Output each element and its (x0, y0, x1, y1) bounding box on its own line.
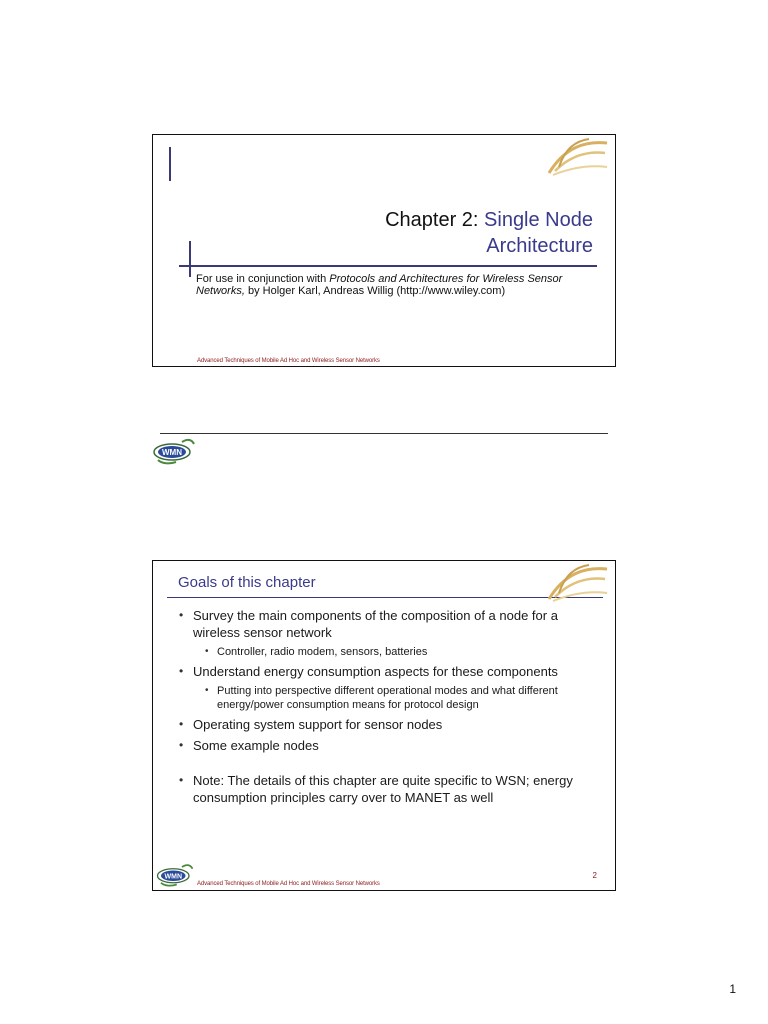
slide-title: Goals of this chapter (178, 574, 316, 591)
corner-vertical-line (169, 147, 171, 181)
slide-2 (152, 560, 616, 891)
divider-line (160, 433, 608, 434)
logo-text: WMN (164, 873, 182, 881)
title-underline (167, 597, 603, 598)
slide-number: 2 (592, 871, 597, 880)
bullet-item: • Understand energy consumption aspects for these components (171, 663, 601, 680)
title-prefix: Chapter 2: (385, 209, 485, 231)
wmn-logo-icon (155, 860, 195, 888)
sub-bullet-item: • Putting into perspective different operational modes and what different energy/power consumption means for protocol design (171, 684, 601, 712)
page-number: 1 (729, 982, 736, 996)
logo-text: WMN (162, 448, 182, 457)
subtitle-text-2: by Holger Karl, Andreas Willig (http://www.wiley.com) (244, 285, 506, 297)
bullet-item: • Operating system support for sensor nodes (171, 716, 601, 733)
bullet-item: • Some example nodes (171, 737, 601, 754)
title-line-1: Single Node (484, 209, 593, 231)
sub-bullet-item: • Controller, radio modem, sensors, batteries (171, 645, 601, 659)
subtitle-text-1: For use in conjunction with (196, 273, 330, 285)
slide-subtitle (196, 273, 596, 297)
leaf-ornament-icon (545, 563, 609, 603)
slide-footer: Advanced Techniques of Mobile Ad Hoc and Wireless Sensor Networks (197, 881, 380, 887)
title-underline (179, 265, 597, 267)
bullet-item: • Note: The details of this chapter are quite specific to WSN; energy consumption principles carry over to MANET as well (171, 772, 601, 806)
bullet-item: • Survey the main components of the composition of a node for a wireless sensor network (171, 607, 601, 641)
slide-footer: Advanced Techniques of Mobile Ad Hoc and Wireless Sensor Networks (197, 358, 380, 364)
wmn-logo-icon (152, 434, 196, 466)
slide-1 (152, 134, 616, 367)
title-line-2: Architecture (486, 235, 593, 257)
bullet-list (171, 607, 601, 806)
title-vertical-line (189, 241, 191, 277)
slide-title (385, 207, 593, 259)
leaf-ornament-icon (545, 137, 609, 177)
book-title: Protocols and Architectures for Wireless Sensor Networks, (196, 273, 563, 297)
